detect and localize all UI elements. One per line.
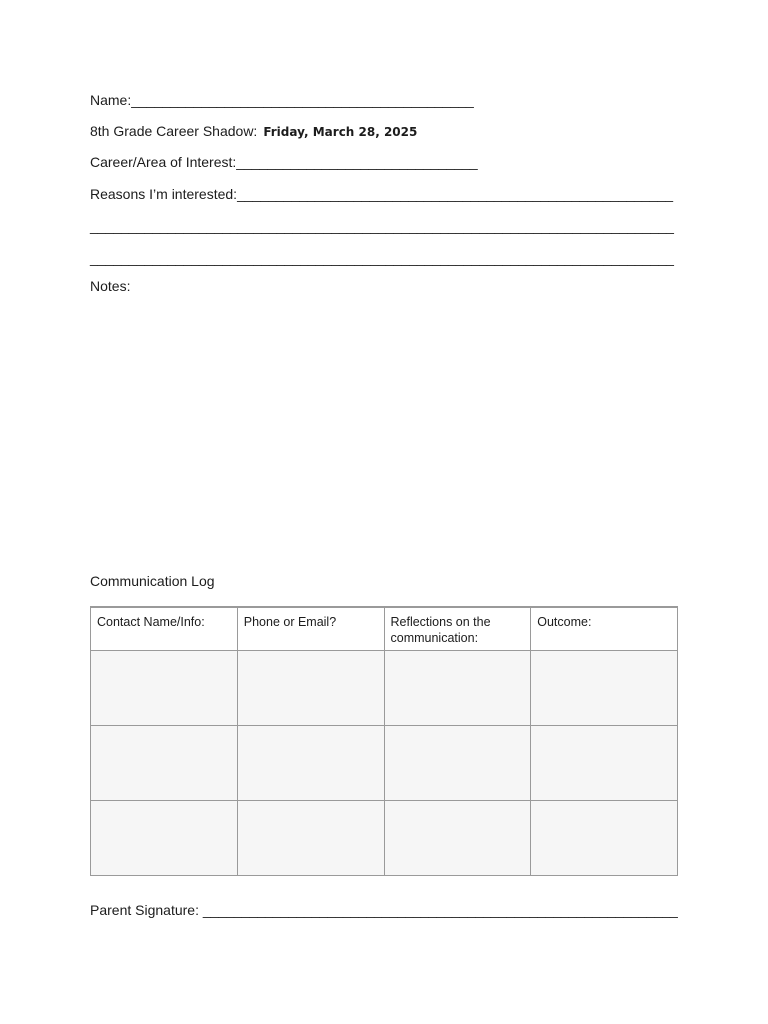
table-cell[interactable] [237, 726, 384, 801]
table-row [91, 651, 678, 726]
table-header-row [91, 607, 678, 651]
table-row [91, 801, 678, 876]
career-shadow-date: Friday, March 28, 2025 [263, 125, 418, 139]
career-shadow-line [90, 122, 417, 141]
parent-signature-line: Parent Signature: _____________________________________________________________ [90, 902, 678, 918]
header-outcome: Outcome: [531, 607, 678, 651]
career-interest-line: Career/Area of Interest:_______________________________ [90, 154, 478, 170]
table-cell[interactable] [384, 726, 531, 801]
table-cell[interactable] [531, 726, 678, 801]
table-cell[interactable] [384, 651, 531, 726]
table-cell[interactable] [531, 801, 678, 876]
table-cell[interactable] [91, 801, 238, 876]
reasons-blank-line-2: ___________________________________________________________________________ [90, 250, 674, 266]
table-cell[interactable] [91, 651, 238, 726]
table-cell[interactable] [531, 651, 678, 726]
table-cell[interactable] [237, 801, 384, 876]
table-row [91, 726, 678, 801]
notes-label: Notes: [90, 278, 131, 294]
header-contact-name: Contact Name/Info: [91, 607, 238, 651]
career-shadow-label: 8th Grade Career Shadow: [90, 123, 258, 139]
communication-log-title: Communication Log [90, 573, 215, 589]
header-phone-or-email: Phone or Email? [237, 607, 384, 651]
name-line: Name:____________________________________________ [90, 92, 474, 108]
reasons-blank-line-1: ___________________________________________________________________________ [90, 218, 674, 234]
table-cell[interactable] [91, 726, 238, 801]
communication-log-table [90, 606, 678, 876]
table-cell[interactable] [237, 651, 384, 726]
table-cell[interactable] [384, 801, 531, 876]
reasons-line: Reasons I’m interested:________________________________________________________ [90, 186, 674, 202]
header-reflections: Reflections on the communication: [384, 607, 531, 651]
